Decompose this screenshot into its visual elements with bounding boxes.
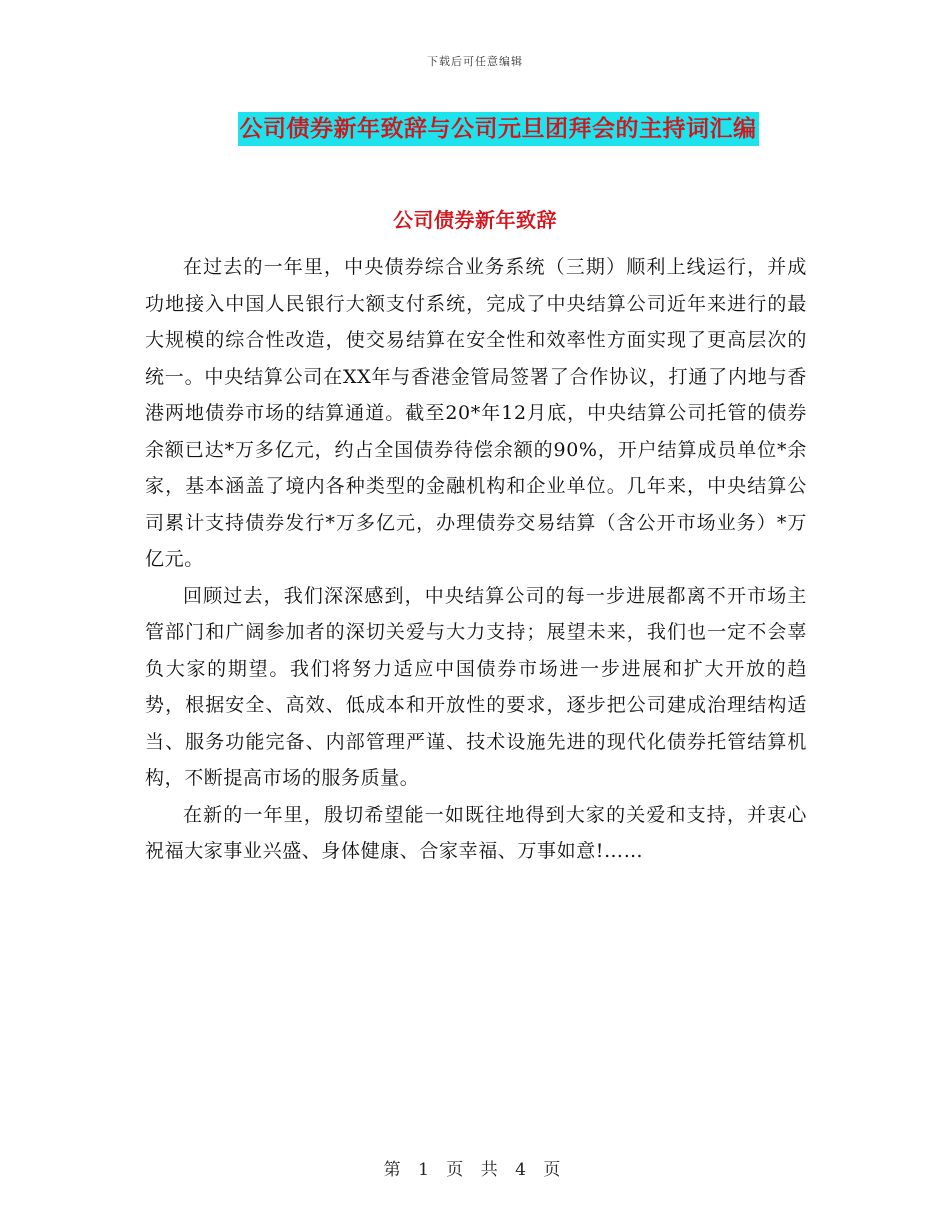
main-title-container	[0, 112, 950, 146]
section-title: 公司债券新年致辞	[393, 208, 557, 232]
paragraph: 回顾过去，我们深深感到，中央结算公司的每一步进展都离不开市场主管部门和广阔参加者的深切关爱与大力支持；展望未来，我们也一定不会辜负大家的期望。我们将努力适应中国债券市场进一步进展和扩大开放的趋势，根据安全、高效、低成本和开放性的要求，逐步把公司建成治理结构适当、服务功能完备、内部管理严谨、技术设施先进的现代化债券托管结算机构，不断提高市场的服务质量。	[145, 584, 807, 789]
page-header: 下载后可任意编辑	[427, 55, 523, 68]
paragraph: 在过去的一年里，中央债券综合业务系统（三期）顺利上线运行，并成功地接入中国人民银行大额支付系统，完成了中央结算公司近年来进行的最大规模的综合性改造，使交易结算在安全性和效率性方面实现了更高层次的统一。中央结算公司在XX年与香港金管局签署了合作协议，打通了内地与香港两地债券市场的结算通道。截至20*年12月底，中央结算公司托管的债券余额已达*万多亿元，约占全国债券待偿余额的90%，开户结算成员单位*余家，基本涵盖了境内各种类型的金融机构和企业单位。几年来，中央结算公司累计支持债券发行*万多亿元，办理债券交易结算（含公开市场业务）*万亿元。	[145, 256, 807, 570]
document-body	[145, 249, 807, 870]
main-title: 公司债券新年致辞与公司元旦团拜会的主持词汇编	[238, 112, 759, 146]
page-number: 第 1 页 共 4 页	[383, 1160, 567, 1180]
paragraph: 在新的一年里，殷切希望能一如既往地得到大家的关爱和支持，并衷心祝福大家事业兴盛、身体健康、合家幸福、万事如意!……	[145, 803, 807, 862]
